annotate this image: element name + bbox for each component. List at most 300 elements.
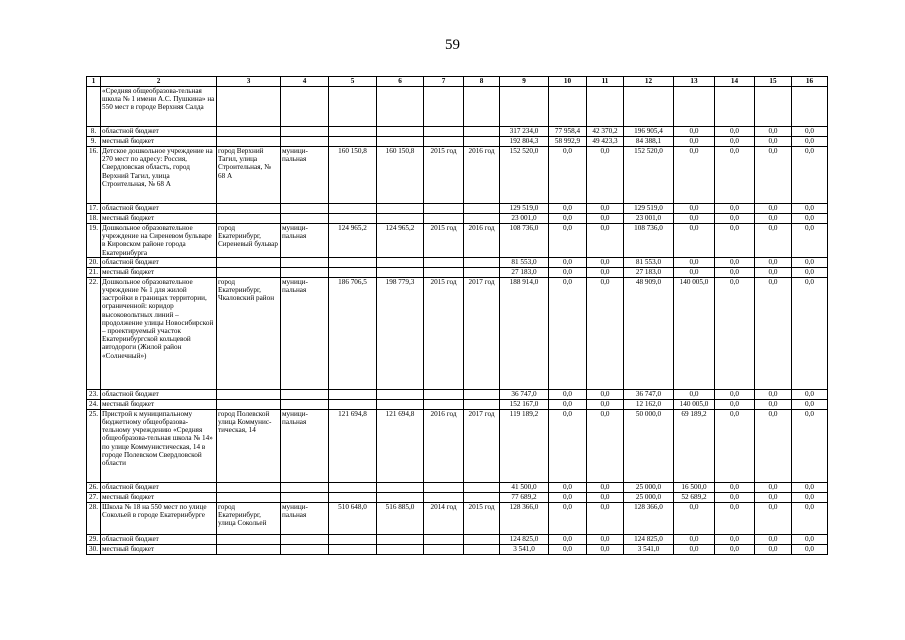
cost-total-cell — [377, 137, 424, 147]
funding-2017-cell: 0,0 — [674, 137, 715, 147]
cost-estimate-cell — [329, 267, 377, 277]
funding-2019-cell: 0,0 — [755, 127, 792, 137]
funding-total-cell: 192 804,3 — [500, 137, 549, 147]
funding-2017-cell: 0,0 — [674, 147, 715, 204]
cost-estimate-cell — [329, 137, 377, 147]
funding-2017-cell: 0,0 — [674, 204, 715, 214]
item-ownership-cell: муници-пальная — [281, 224, 329, 258]
cost-total-cell — [377, 257, 424, 267]
item-ownership-cell: муници-пальная — [281, 147, 329, 204]
item-name-cell: Дошкольное образовательное учреждение № 1 для жилой застройки в границах территории, ограниченной: коридор высоковольтных линий – продолжение улицы Новосибирской – проектируемый участок Екатеринбургской кольцевой автодороги (Жилой район «Солнечный») — [101, 277, 217, 389]
funding-2019-cell: 0,0 — [755, 204, 792, 214]
funding-total-cell: 124 825,0 — [500, 534, 549, 544]
funding-2019-cell: 0,0 — [755, 147, 792, 204]
header-cell: 16 — [792, 77, 828, 87]
item-ownership-cell: муници-пальная — [281, 409, 329, 482]
funding-2016-cell: 84 388,1 — [624, 137, 674, 147]
funding-2017-cell: 0,0 — [674, 257, 715, 267]
header-cell: 6 — [377, 77, 424, 87]
funding-2018-cell: 0,0 — [715, 137, 755, 147]
end-year-cell — [464, 492, 500, 502]
item-location-cell — [217, 87, 281, 127]
cost-total-cell — [377, 534, 424, 544]
table-row — [87, 214, 828, 224]
funding-2020-cell: 0,0 — [792, 257, 828, 267]
funding-2015-cell: 0,0 — [587, 502, 624, 534]
table-row — [87, 482, 828, 492]
table-row — [87, 277, 828, 389]
item-name-cell: областной бюджет — [101, 534, 217, 544]
funding-2017-cell — [674, 87, 715, 127]
cost-total-cell — [377, 204, 424, 214]
item-ownership-cell — [281, 399, 329, 409]
end-year-cell — [464, 137, 500, 147]
cost-total-cell — [377, 214, 424, 224]
funding-2016-cell: 25 000,0 — [624, 492, 674, 502]
end-year-cell — [464, 267, 500, 277]
item-ownership-cell — [281, 534, 329, 544]
item-location-cell: город Верхний Тагил, улица Строительная, № 68 А — [217, 147, 281, 204]
cost-estimate-cell — [329, 214, 377, 224]
funding-2014-cell: 77 958,4 — [549, 127, 587, 137]
cost-total-cell — [377, 267, 424, 277]
row-number-cell: 23. — [87, 389, 101, 399]
funding-2020-cell: 0,0 — [792, 409, 828, 482]
funding-2020-cell: 0,0 — [792, 502, 828, 534]
header-cell: 13 — [674, 77, 715, 87]
funding-2019-cell: 0,0 — [755, 214, 792, 224]
start-year-cell — [424, 399, 464, 409]
end-year-cell — [464, 399, 500, 409]
funding-2018-cell: 0,0 — [715, 492, 755, 502]
start-year-cell — [424, 87, 464, 127]
funding-2014-cell: 0,0 — [549, 389, 587, 399]
funding-2019-cell: 0,0 — [755, 482, 792, 492]
header-cell: 15 — [755, 77, 792, 87]
item-ownership-cell — [281, 389, 329, 399]
end-year-cell — [464, 257, 500, 267]
funding-2020-cell: 0,0 — [792, 492, 828, 502]
item-ownership-cell: муници-пальная — [281, 502, 329, 534]
funding-2018-cell: 0,0 — [715, 534, 755, 544]
funding-2016-cell: 128 366,0 — [624, 502, 674, 534]
end-year-cell — [464, 534, 500, 544]
funding-2016-cell: 27 183,0 — [624, 267, 674, 277]
cost-estimate-cell — [329, 204, 377, 214]
cost-estimate-cell — [329, 257, 377, 267]
cost-total-cell: 198 779,3 — [377, 277, 424, 389]
cost-estimate-cell — [329, 87, 377, 127]
item-location-cell — [217, 127, 281, 137]
cost-estimate-cell — [329, 544, 377, 554]
funding-2018-cell: 0,0 — [715, 482, 755, 492]
table-row — [87, 492, 828, 502]
funding-total-cell — [500, 87, 549, 127]
header-cell: 5 — [329, 77, 377, 87]
start-year-cell — [424, 127, 464, 137]
end-year-cell: 2016 год — [464, 147, 500, 204]
cost-total-cell: 124 965,2 — [377, 224, 424, 258]
funding-2017-cell: 0,0 — [674, 502, 715, 534]
end-year-cell — [464, 204, 500, 214]
funding-total-cell: 3 541,0 — [500, 544, 549, 554]
funding-2015-cell: 0,0 — [587, 544, 624, 554]
funding-2019-cell: 0,0 — [755, 492, 792, 502]
funding-2018-cell: 0,0 — [715, 389, 755, 399]
item-ownership-cell — [281, 544, 329, 554]
funding-2015-cell: 0,0 — [587, 277, 624, 389]
row-number-cell: 8. — [87, 127, 101, 137]
funding-2017-cell: 0,0 — [674, 389, 715, 399]
funding-2017-cell: 0,0 — [674, 544, 715, 554]
row-number-cell: 21. — [87, 267, 101, 277]
start-year-cell — [424, 214, 464, 224]
funding-2015-cell — [587, 87, 624, 127]
end-year-cell — [464, 482, 500, 492]
item-name-cell: «Средняя общеобразова-тельная школа № 1 имени А.С. Пушкина» на 550 мест в городе Верхняя Салда — [101, 87, 217, 127]
end-year-cell: 2016 год — [464, 224, 500, 258]
funding-2014-cell: 0,0 — [549, 214, 587, 224]
funding-2014-cell: 0,0 — [549, 399, 587, 409]
funding-2018-cell: 0,0 — [715, 502, 755, 534]
item-name-cell: Школа № 18 на 550 мест по улице Сокольей в городе Екатеринбурге — [101, 502, 217, 534]
funding-2020-cell: 0,0 — [792, 147, 828, 204]
funding-2014-cell: 0,0 — [549, 482, 587, 492]
table-row — [87, 409, 828, 482]
header-cell: 7 — [424, 77, 464, 87]
funding-total-cell: 188 914,0 — [500, 277, 549, 389]
cost-estimate-cell: 121 694,8 — [329, 409, 377, 482]
funding-2018-cell: 0,0 — [715, 267, 755, 277]
item-name-cell: областной бюджет — [101, 389, 217, 399]
funding-2016-cell: 12 162,0 — [624, 399, 674, 409]
funding-2017-cell: 0,0 — [674, 214, 715, 224]
funding-2015-cell: 0,0 — [587, 224, 624, 258]
funding-2019-cell: 0,0 — [755, 137, 792, 147]
row-number-cell: 27. — [87, 492, 101, 502]
cost-total-cell — [377, 482, 424, 492]
funding-total-cell: 152 167,0 — [500, 399, 549, 409]
start-year-cell: 2016 год — [424, 409, 464, 482]
funding-2016-cell: 48 909,0 — [624, 277, 674, 389]
funding-2014-cell: 0,0 — [549, 502, 587, 534]
funding-2014-cell: 0,0 — [549, 257, 587, 267]
funding-2020-cell: 0,0 — [792, 544, 828, 554]
funding-2020-cell: 0,0 — [792, 482, 828, 492]
item-name-cell: областной бюджет — [101, 482, 217, 492]
cost-total-cell: 160 150,8 — [377, 147, 424, 204]
start-year-cell — [424, 267, 464, 277]
header-cell: 1 — [87, 77, 101, 87]
start-year-cell — [424, 534, 464, 544]
table-row — [87, 224, 828, 258]
item-name-cell: областной бюджет — [101, 204, 217, 214]
funding-2018-cell: 0,0 — [715, 257, 755, 267]
start-year-cell: 2015 год — [424, 147, 464, 204]
header-cell: 9 — [500, 77, 549, 87]
item-location-cell — [217, 544, 281, 554]
funding-2020-cell: 0,0 — [792, 534, 828, 544]
funding-2017-cell: 0,0 — [674, 224, 715, 258]
cost-estimate-cell — [329, 482, 377, 492]
funding-total-cell: 108 736,0 — [500, 224, 549, 258]
table-row — [87, 137, 828, 147]
item-name-cell: местный бюджет — [101, 214, 217, 224]
item-name-cell: областной бюджет — [101, 257, 217, 267]
item-location-cell — [217, 214, 281, 224]
funding-2015-cell: 0,0 — [587, 534, 624, 544]
row-number-cell: 30. — [87, 544, 101, 554]
funding-2020-cell: 0,0 — [792, 224, 828, 258]
funding-2019-cell: 0,0 — [755, 389, 792, 399]
funding-2019-cell: 0,0 — [755, 399, 792, 409]
funding-2020-cell: 0,0 — [792, 399, 828, 409]
funding-2018-cell: 0,0 — [715, 204, 755, 214]
start-year-cell — [424, 389, 464, 399]
start-year-cell — [424, 204, 464, 214]
item-location-cell — [217, 492, 281, 502]
funding-2014-cell: 0,0 — [549, 267, 587, 277]
item-ownership-cell — [281, 482, 329, 492]
funding-2015-cell: 0,0 — [587, 147, 624, 204]
funding-2019-cell: 0,0 — [755, 267, 792, 277]
funding-2020-cell: 0,0 — [792, 267, 828, 277]
cost-total-cell: 121 694,8 — [377, 409, 424, 482]
funding-2015-cell: 0,0 — [587, 267, 624, 277]
item-location-cell — [217, 482, 281, 492]
end-year-cell: 2017 год — [464, 409, 500, 482]
row-number-cell: 24. — [87, 399, 101, 409]
funding-total-cell: 317 234,0 — [500, 127, 549, 137]
item-ownership-cell — [281, 267, 329, 277]
funding-2020-cell — [792, 87, 828, 127]
header-cell: 3 — [217, 77, 281, 87]
funding-2018-cell: 0,0 — [715, 544, 755, 554]
funding-2019-cell: 0,0 — [755, 534, 792, 544]
start-year-cell: 2015 год — [424, 277, 464, 389]
funding-2016-cell: 25 000,0 — [624, 482, 674, 492]
table-row — [87, 399, 828, 409]
funding-2015-cell: 0,0 — [587, 389, 624, 399]
funding-2017-cell: 0,0 — [674, 534, 715, 544]
item-ownership-cell — [281, 127, 329, 137]
cost-estimate-cell — [329, 492, 377, 502]
table-row — [87, 87, 828, 127]
row-number-cell: 26. — [87, 482, 101, 492]
funding-2019-cell: 0,0 — [755, 277, 792, 389]
cost-estimate-cell: 510 648,0 — [329, 502, 377, 534]
start-year-cell — [424, 492, 464, 502]
funding-2020-cell: 0,0 — [792, 389, 828, 399]
row-number-cell: 18. — [87, 214, 101, 224]
item-ownership-cell — [281, 214, 329, 224]
row-number-cell: 9. — [87, 137, 101, 147]
item-name-cell: областной бюджет — [101, 127, 217, 137]
header-cell: 2 — [101, 77, 217, 87]
funding-2016-cell: 196 905,4 — [624, 127, 674, 137]
start-year-cell — [424, 482, 464, 492]
item-name-cell: Пристрой к муниципальному бюджетному общеобразова-тельному учреждению «Средняя общеобразова-тельная школа № 14» по улице Коммунистическая, 14 в городе Полевском Свердловской области — [101, 409, 217, 482]
item-ownership-cell — [281, 87, 329, 127]
funding-2015-cell: 0,0 — [587, 214, 624, 224]
funding-2014-cell: 0,0 — [549, 147, 587, 204]
funding-2018-cell: 0,0 — [715, 147, 755, 204]
funding-2017-cell: 69 189,2 — [674, 409, 715, 482]
cost-total-cell — [377, 492, 424, 502]
table-row — [87, 267, 828, 277]
item-location-cell — [217, 257, 281, 267]
funding-2019-cell: 0,0 — [755, 257, 792, 267]
page-number: 59 — [445, 37, 460, 53]
item-ownership-cell — [281, 492, 329, 502]
cost-total-cell — [377, 399, 424, 409]
funding-2020-cell: 0,0 — [792, 137, 828, 147]
row-number-cell: 16. — [87, 147, 101, 204]
funding-total-cell: 152 520,0 — [500, 147, 549, 204]
funding-2020-cell: 0,0 — [792, 127, 828, 137]
funding-2016-cell — [624, 87, 674, 127]
item-location-cell: город Екатеринбург, Сиреневый бульвар — [217, 224, 281, 258]
funding-total-cell: 23 001,0 — [500, 214, 549, 224]
start-year-cell — [424, 257, 464, 267]
funding-2015-cell: 0,0 — [587, 257, 624, 267]
item-name-cell: Дошкольное образовательное учреждение на Сиреневом бульваре в Кировском районе города Екатеринбурга — [101, 224, 217, 258]
item-location-cell — [217, 137, 281, 147]
funding-total-cell: 81 553,0 — [500, 257, 549, 267]
cost-estimate-cell — [329, 534, 377, 544]
funding-2017-cell: 0,0 — [674, 267, 715, 277]
cost-total-cell: 516 885,0 — [377, 502, 424, 534]
funding-2014-cell: 0,0 — [549, 544, 587, 554]
cost-estimate-cell: 186 706,5 — [329, 277, 377, 389]
funding-2020-cell: 0,0 — [792, 204, 828, 214]
funding-2018-cell: 0,0 — [715, 127, 755, 137]
item-name-cell: местный бюджет — [101, 399, 217, 409]
funding-2017-cell: 140 005,0 — [674, 277, 715, 389]
funding-2016-cell: 36 747,0 — [624, 389, 674, 399]
funding-total-cell: 41 500,0 — [500, 482, 549, 492]
funding-2015-cell: 0,0 — [587, 492, 624, 502]
funding-2015-cell: 0,0 — [587, 204, 624, 214]
end-year-cell — [464, 544, 500, 554]
end-year-cell: 2015 год — [464, 502, 500, 534]
header-cell: 14 — [715, 77, 755, 87]
item-location-cell — [217, 534, 281, 544]
table-row — [87, 544, 828, 554]
funding-2018-cell: 0,0 — [715, 277, 755, 389]
item-location-cell — [217, 204, 281, 214]
funding-2020-cell: 0,0 — [792, 277, 828, 389]
cost-estimate-cell: 124 965,2 — [329, 224, 377, 258]
funding-2016-cell: 124 825,0 — [624, 534, 674, 544]
funding-2014-cell: 0,0 — [549, 534, 587, 544]
table-row — [87, 147, 828, 204]
cost-total-cell — [377, 544, 424, 554]
table-header-row — [87, 77, 828, 87]
funding-2018-cell: 0,0 — [715, 399, 755, 409]
row-number-cell — [87, 87, 101, 127]
funding-2014-cell: 0,0 — [549, 224, 587, 258]
funding-2016-cell: 108 736,0 — [624, 224, 674, 258]
end-year-cell — [464, 87, 500, 127]
end-year-cell — [464, 127, 500, 137]
funding-2016-cell: 3 541,0 — [624, 544, 674, 554]
end-year-cell: 2017 год — [464, 277, 500, 389]
header-cell: 4 — [281, 77, 329, 87]
funding-2015-cell: 49 423,3 — [587, 137, 624, 147]
budget-table — [86, 76, 828, 555]
funding-2014-cell: 0,0 — [549, 204, 587, 214]
funding-total-cell: 77 689,2 — [500, 492, 549, 502]
item-ownership-cell — [281, 137, 329, 147]
funding-2019-cell — [755, 87, 792, 127]
funding-2016-cell: 152 520,0 — [624, 147, 674, 204]
funding-2017-cell: 16 500,0 — [674, 482, 715, 492]
funding-2017-cell: 140 005,0 — [674, 399, 715, 409]
table-row — [87, 389, 828, 399]
funding-2015-cell: 42 370,2 — [587, 127, 624, 137]
funding-2019-cell: 0,0 — [755, 224, 792, 258]
table-row — [87, 534, 828, 544]
funding-total-cell: 119 189,2 — [500, 409, 549, 482]
funding-2019-cell: 0,0 — [755, 502, 792, 534]
item-ownership-cell: муници-пальная — [281, 277, 329, 389]
funding-2018-cell — [715, 87, 755, 127]
row-number-cell: 22. — [87, 277, 101, 389]
item-name-cell: местный бюджет — [101, 492, 217, 502]
cost-estimate-cell — [329, 399, 377, 409]
cost-total-cell — [377, 127, 424, 137]
funding-2016-cell: 50 000,0 — [624, 409, 674, 482]
funding-2014-cell: 58 992,9 — [549, 137, 587, 147]
table-row — [87, 204, 828, 214]
header-cell: 10 — [549, 77, 587, 87]
funding-total-cell: 36 747,0 — [500, 389, 549, 399]
funding-2018-cell: 0,0 — [715, 214, 755, 224]
item-name-cell: Детское дошкольное учреждение на 270 мест по адресу: Россия, Свердловская область, город Верхний Тагил, улица Строительная, № 68 А — [101, 147, 217, 204]
funding-2016-cell: 129 519,0 — [624, 204, 674, 214]
table-row — [87, 502, 828, 534]
cost-estimate-cell — [329, 127, 377, 137]
cost-total-cell — [377, 389, 424, 399]
item-ownership-cell — [281, 257, 329, 267]
funding-2014-cell: 0,0 — [549, 492, 587, 502]
funding-2016-cell: 23 001,0 — [624, 214, 674, 224]
funding-2019-cell: 0,0 — [755, 409, 792, 482]
funding-2015-cell: 0,0 — [587, 409, 624, 482]
start-year-cell: 2014 год — [424, 502, 464, 534]
row-number-cell: 19. — [87, 224, 101, 258]
item-name-cell: местный бюджет — [101, 137, 217, 147]
funding-2015-cell: 0,0 — [587, 399, 624, 409]
item-name-cell: местный бюджет — [101, 267, 217, 277]
funding-2017-cell: 0,0 — [674, 127, 715, 137]
funding-2014-cell: 0,0 — [549, 409, 587, 482]
start-year-cell: 2015 год — [424, 224, 464, 258]
funding-2016-cell: 81 553,0 — [624, 257, 674, 267]
row-number-cell: 29. — [87, 534, 101, 544]
header-cell: 11 — [587, 77, 624, 87]
item-location-cell — [217, 267, 281, 277]
table-body — [87, 87, 828, 555]
funding-2014-cell: 0,0 — [549, 277, 587, 389]
item-name-cell: местный бюджет — [101, 544, 217, 554]
item-ownership-cell — [281, 204, 329, 214]
item-location-cell: город Полевской улица Коммунис-тическая, 14 — [217, 409, 281, 482]
cost-estimate-cell: 160 150,8 — [329, 147, 377, 204]
table-row — [87, 127, 828, 137]
start-year-cell — [424, 544, 464, 554]
